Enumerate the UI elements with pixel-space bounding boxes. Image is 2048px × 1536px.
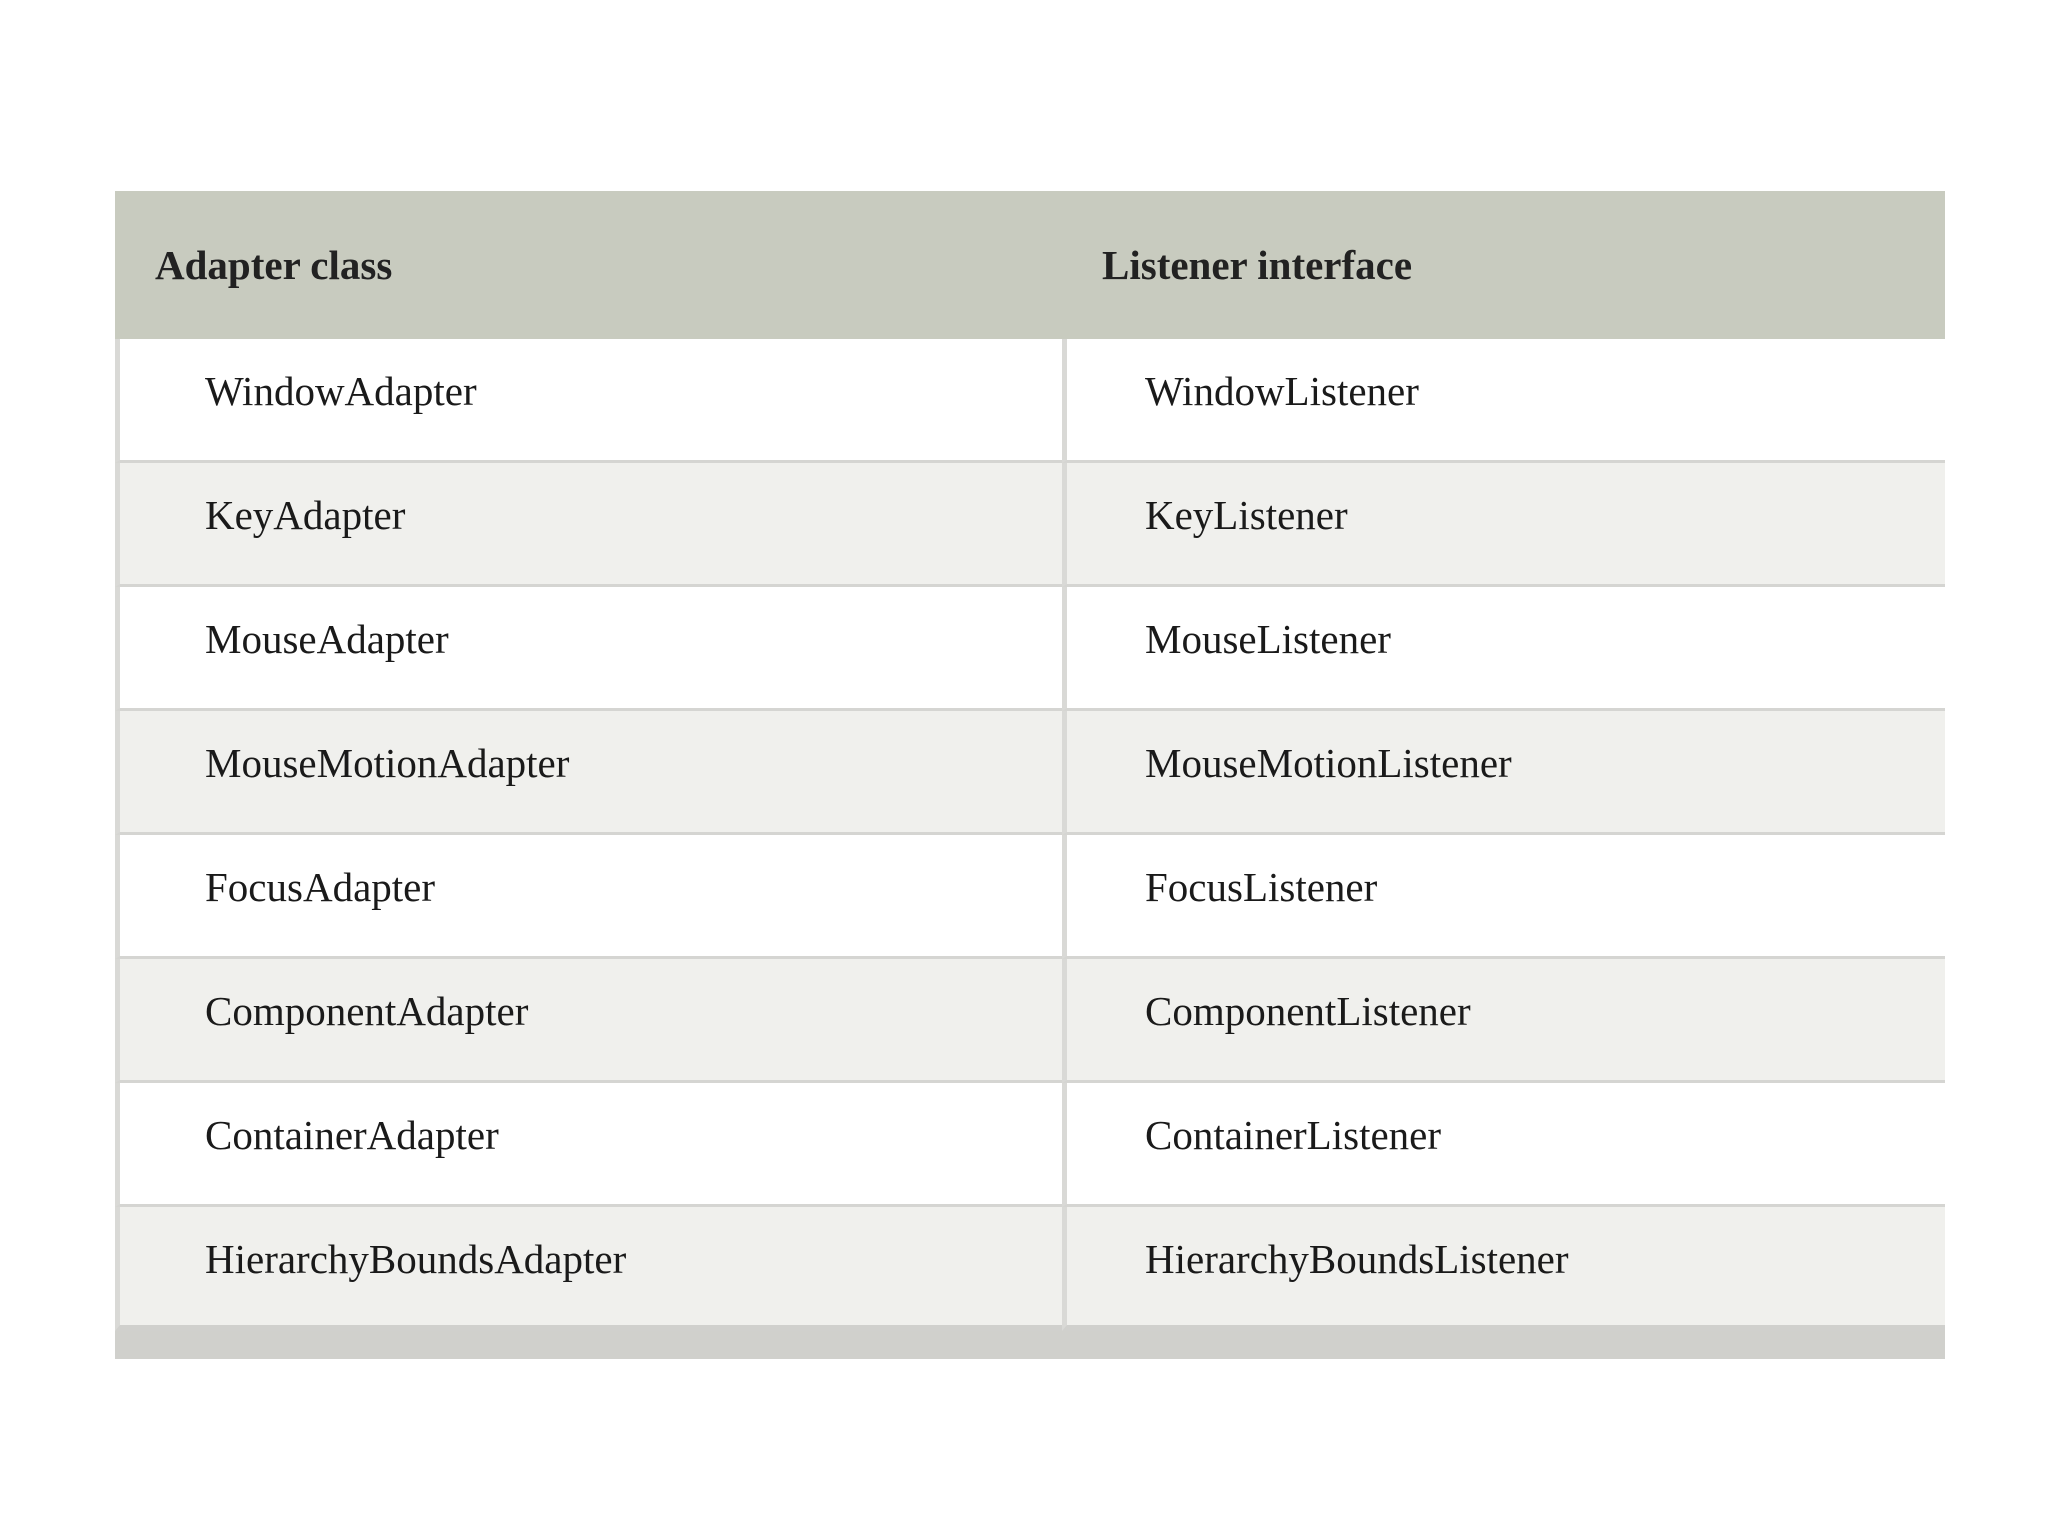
adapter-cell: ComponentAdapter <box>115 959 1062 1083</box>
adapter-cell: MouseAdapter <box>115 587 1062 711</box>
header-row <box>115 191 1945 339</box>
listener-cell: MouseMotionListener <box>1062 711 1945 835</box>
table-row <box>115 1207 1945 1331</box>
table-row <box>115 587 1945 711</box>
listener-cell: HierarchyBoundsListener <box>1062 1207 1945 1331</box>
adapter-listener-table <box>115 191 1945 1331</box>
table-row <box>115 959 1945 1083</box>
table-row <box>115 463 1945 587</box>
adapter-cell: HierarchyBoundsAdapter <box>115 1207 1062 1331</box>
table-row <box>115 835 1945 959</box>
listener-cell: WindowListener <box>1062 339 1945 463</box>
listener-cell: FocusListener <box>1062 835 1945 959</box>
table-row <box>115 1083 1945 1207</box>
adapter-listener-table-container <box>115 191 1945 1359</box>
adapter-cell: MouseMotionAdapter <box>115 711 1062 835</box>
listener-cell: MouseListener <box>1062 587 1945 711</box>
adapter-cell: WindowAdapter <box>115 339 1062 463</box>
adapter-cell: KeyAdapter <box>115 463 1062 587</box>
table-header <box>115 191 1945 339</box>
listener-cell: ComponentListener <box>1062 959 1945 1083</box>
adapter-cell: ContainerAdapter <box>115 1083 1062 1207</box>
table-body <box>115 339 1945 1331</box>
listener-cell: ContainerListener <box>1062 1083 1945 1207</box>
listener-cell: KeyListener <box>1062 463 1945 587</box>
table-row <box>115 711 1945 835</box>
adapter-cell: FocusAdapter <box>115 835 1062 959</box>
table-row <box>115 339 1945 463</box>
header-listener-interface: Listener interface <box>1062 191 1945 339</box>
header-adapter-class: Adapter class <box>115 191 1062 339</box>
